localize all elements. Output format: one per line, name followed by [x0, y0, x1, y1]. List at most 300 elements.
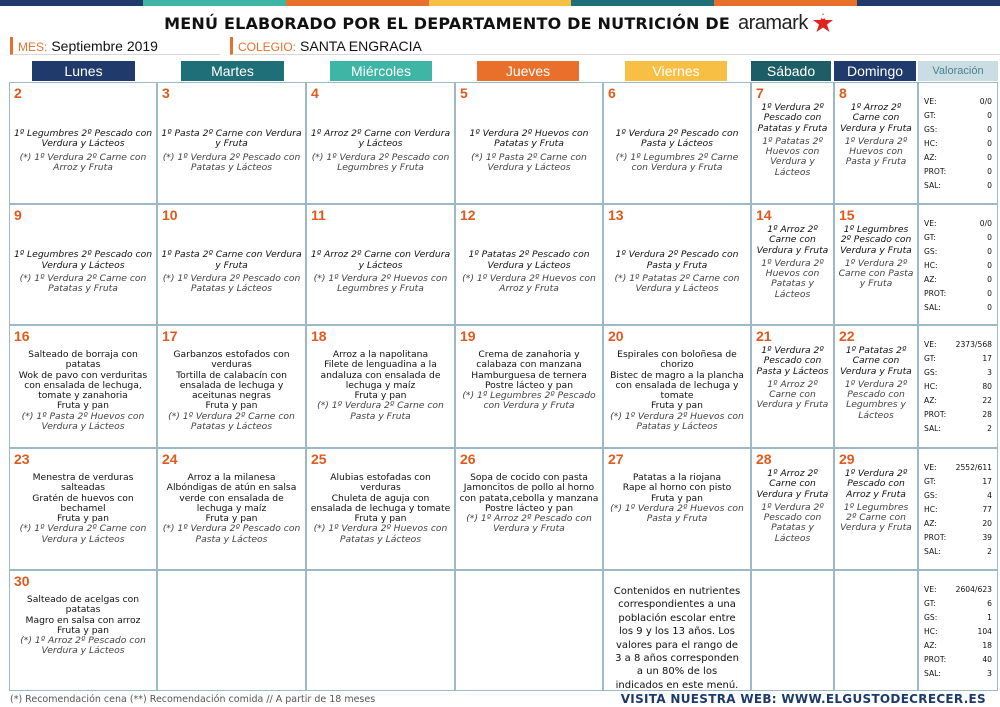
nutrient-row — [924, 153, 992, 167]
menu-content — [607, 350, 747, 445]
nutrient-label: GS: — [924, 247, 938, 256]
day-number: 15 — [839, 207, 855, 223]
nutrient-value: 104 — [977, 627, 992, 636]
lunch-menu: 1º Patatas 2º Pescado con Verdura y Lácteos — [468, 249, 590, 271]
nutrient-row — [924, 585, 992, 599]
nutrient-value: 2 — [987, 424, 992, 433]
dish-line: Postre lácteo y pan — [484, 379, 574, 391]
day-cell — [455, 325, 603, 448]
menu-content — [13, 473, 153, 567]
nutrient-label: HC: — [924, 139, 938, 148]
nutrient-row — [924, 382, 992, 396]
nutrient-value: 0 — [987, 139, 992, 148]
day-header-viernes: Viernes — [625, 61, 727, 81]
dinner-recommendation: 1º Patatas 2º Huevos con Verdura y Lácteos — [762, 135, 823, 178]
nutrient-value: 17 — [982, 354, 992, 363]
dish-line: Postre lácteo y pan — [484, 502, 574, 514]
nutrient-label: GT: — [924, 477, 936, 486]
day-number: 16 — [14, 328, 30, 344]
nutrition-values — [918, 204, 998, 325]
day-cell — [157, 204, 306, 325]
day-number: 7 — [756, 85, 764, 101]
menu-content — [755, 103, 830, 201]
day-number: 11 — [311, 207, 326, 223]
day-number: 24 — [162, 451, 178, 467]
day-header-lunes: Lunes — [32, 61, 135, 81]
day-cell — [9, 82, 157, 204]
nutrient-label: AZ: — [924, 396, 937, 405]
day-cell — [834, 325, 918, 448]
top-strip-segment — [286, 0, 429, 6]
page-title: MENÚ ELABORADO POR EL DEPARTAMENTO DE NUTRICIÓN DE — [164, 13, 730, 33]
dinner-recommendation: 1º Verdura 2º Huevos con Pasta y Fruta — [844, 135, 908, 168]
dinner-recommendation: (*) 1º Pasta 2º Carne con Verdura y Lácteos — [471, 151, 587, 173]
dish-line: Crema de zanahoria y calabaza con manzana — [476, 349, 582, 371]
nutrient-label: HC: — [924, 382, 938, 391]
day-header-domingo: Domingo — [834, 61, 916, 81]
top-color-strip — [0, 0, 1000, 6]
nutrient-row — [924, 111, 992, 125]
nutrient-label: GS: — [924, 491, 938, 500]
dish-line: Rape al horno con pisto — [622, 482, 732, 494]
dish-line: Fruta y pan — [354, 513, 407, 525]
day-cell — [751, 204, 834, 325]
nutrient-label: PROT: — [924, 533, 947, 542]
nutrient-row — [924, 533, 992, 547]
nutrient-label: GS: — [924, 125, 938, 134]
dinner-recommendation: (*) 1º Verdura 2º Huevos con Arroz y Fruta — [462, 273, 596, 295]
dinner-recommendation: 1º Verdura 2º Pescado con Patatas y Lácteos — [761, 501, 824, 544]
dinner-recommendation: 1º Arroz 2º Carne con Verdura y Fruta — [756, 378, 829, 411]
nutrient-label: VE: — [924, 585, 937, 594]
menu-content — [13, 350, 153, 445]
nutrient-label: VE: — [924, 219, 937, 228]
day-cell — [834, 204, 918, 325]
day-number: 27 — [608, 451, 624, 467]
dish-line: Arroz a la napolitana — [332, 349, 429, 360]
menu-content — [459, 350, 599, 445]
day-cell — [157, 82, 306, 204]
nutrient-row — [924, 410, 992, 424]
dish-line: Sopa de cocido con pasta — [470, 472, 588, 483]
day-number: 25 — [311, 451, 327, 467]
day-cell — [9, 570, 157, 691]
nutrient-row — [924, 181, 992, 195]
day-number: 9 — [14, 207, 22, 223]
day-header-sabado: Sábado — [751, 61, 831, 81]
day-cell — [306, 204, 455, 325]
dinner-recommendation: (*) 1º Verdura 2º Huevos con Pasta y Fruta — [610, 502, 744, 525]
day-number: 22 — [839, 328, 855, 344]
nutrient-value: 2604/623 — [955, 585, 992, 594]
menu-content — [838, 103, 914, 201]
menu-content — [13, 595, 153, 688]
menu-content — [310, 101, 451, 201]
dish-line: Jamoncitos de pollo al horno con patata,cebolla y manzana — [459, 482, 599, 504]
lunch-menu: 1º Verdura 2º Pescado con Pasta y Fruta — [615, 249, 739, 271]
nutrient-label: GS: — [924, 368, 938, 377]
nutrition-values — [918, 448, 998, 570]
dinner-recommendation: 1º Verdura 2º Carne con Pasta y Fruta — [838, 257, 914, 290]
website-link[interactable]: VISITA NUESTRA WEB: WWW.ELGUSTODECRECER.ES — [620, 692, 986, 706]
nutrient-row — [924, 641, 992, 655]
dish-line: Fruta y pan — [650, 492, 703, 504]
day-number: 5 — [460, 85, 468, 101]
brand-name: aramark — [737, 11, 808, 34]
day-number: 2 — [14, 85, 22, 101]
menu-content — [838, 469, 914, 567]
menu-content — [13, 223, 153, 322]
day-cell — [157, 448, 306, 570]
nutrient-row — [924, 340, 992, 354]
day-cell — [751, 325, 834, 448]
day-cell — [834, 82, 918, 204]
dinner-recommendation: (*) 1º Verdura 2º Pescado con Legumbres y Fruta — [311, 151, 450, 173]
lunch-menu: 1º Legumbres 2º Pescado con Verdura y Lácteos — [13, 249, 153, 271]
lunch-menu: 1º Arroz 2º Carne con Verdura y Fruta — [840, 102, 912, 134]
nutrient-value: 0 — [987, 261, 992, 270]
day-cell — [834, 448, 918, 570]
school-field — [230, 37, 1000, 55]
day-number: 20 — [608, 328, 624, 344]
dish-line: Fruta y pan — [56, 400, 109, 412]
nutrient-row — [924, 519, 992, 533]
nutrient-value: 22 — [982, 396, 992, 405]
nutrient-row — [924, 396, 992, 410]
day-number: 10 — [162, 207, 178, 223]
dish-line: Fruta y pan — [205, 400, 258, 412]
footer-note: (*) Recomendación cena (**) Recomendación comida // A partir de 18 meses — [10, 694, 376, 705]
menu-content — [755, 346, 830, 445]
dinner-recommendation: (*) 1º Verdura 2º Carne con Arroz y Fruta — [19, 151, 147, 173]
nutrient-label: SAL: — [924, 547, 941, 556]
dish-line: Salteado de acelgas con patatas — [26, 594, 140, 616]
lunch-menu: 1º Pasta 2º Carne con Verdura y Fruta — [161, 127, 302, 150]
nutrient-value: 77 — [982, 505, 992, 514]
nutrient-value: 0 — [987, 153, 992, 162]
dish-line: Wok de pavo con verduritas con ensalada de lechuga, tomate y zanahoria — [18, 369, 148, 402]
day-number: 14 — [756, 207, 772, 223]
dish-line: Menestra de verduras salteadas — [32, 472, 134, 494]
nutrient-label: GS: — [924, 613, 938, 622]
school-label: COLEGIO: — [238, 40, 297, 54]
day-number: 18 — [311, 328, 327, 344]
nutrient-row — [924, 613, 992, 627]
school-value: SANTA ENGRACIA — [300, 38, 422, 54]
menu-content — [838, 225, 914, 322]
day-cell — [834, 570, 918, 691]
nutrient-label: HC: — [924, 261, 938, 270]
nutrient-label: VE: — [924, 340, 937, 349]
menu-content — [607, 473, 747, 567]
day-cell — [306, 82, 455, 204]
nutrient-label: GT: — [924, 233, 936, 242]
nutrient-value: 0 — [987, 111, 992, 120]
nutrition-values — [918, 570, 998, 691]
lunch-menu: 1º Arroz 2º Carne con Verdura y Fruta — [756, 468, 829, 500]
menu-content — [310, 473, 451, 567]
nutrient-label: SAL: — [924, 424, 941, 433]
dinner-recommendation: (*) 1º Verdura 2º Carne con Patatas y Fruta — [19, 273, 147, 295]
day-header-miercoles: Miércoles — [330, 61, 432, 81]
nutrient-value: 0 — [987, 125, 992, 134]
nutrient-value: 0 — [987, 289, 992, 298]
menu-content — [459, 101, 599, 201]
day-number: 8 — [839, 85, 847, 101]
day-cell — [603, 570, 751, 691]
nutrient-row — [924, 139, 992, 153]
top-strip-segment — [571, 0, 714, 6]
dish-line: Magro en salsa con arroz — [25, 614, 141, 626]
dish-line: Espirales con boloñesa de chorizo — [617, 349, 737, 371]
valoracion-header: Valoración — [918, 61, 998, 81]
dinner-recommendation: (*) 1º Arroz 2º Pescado con Verdura y Lácteos — [20, 635, 146, 657]
nutrient-value: 28 — [982, 410, 992, 419]
day-number: 17 — [162, 328, 178, 344]
day-number: 28 — [756, 451, 772, 467]
lunch-menu: 1º Arroz 2º Carne con Verdura y Fruta — [756, 224, 829, 256]
nutrition-values — [918, 82, 998, 204]
dish-line: Salteado de borraja con patatas — [28, 349, 138, 371]
day-cell — [157, 570, 306, 691]
menu-content — [607, 101, 747, 201]
dinner-recommendation: (*) 1º Verdura 2º Carne con Patatas y Lácteos — [168, 410, 295, 433]
nutrient-row — [924, 368, 992, 382]
nutrient-row — [924, 97, 992, 111]
nutrient-label: AZ: — [924, 641, 937, 650]
day-cell — [9, 204, 157, 325]
nutrient-label: AZ: — [924, 275, 937, 284]
nutrient-value: 1 — [987, 613, 992, 622]
dish-line: Bistec de magro a la plancha con ensalada de lechuga y tomate — [610, 369, 744, 402]
nutrient-row — [924, 233, 992, 247]
nutrient-value: 18 — [982, 641, 992, 650]
lunch-menu: 1º Patatas 2º Carne con Verdura y Fruta — [840, 345, 912, 377]
day-cell — [306, 448, 455, 570]
nutrient-value: 40 — [982, 655, 992, 664]
nutrient-row — [924, 289, 992, 303]
menu-content — [459, 473, 599, 567]
menu-content — [310, 350, 451, 445]
day-number: 6 — [608, 85, 616, 101]
month-field — [10, 37, 220, 55]
lunch-menu: 1º Verdura 2º Pescado con Pasta y Lácteos — [756, 345, 829, 377]
nutrient-value: 3 — [987, 669, 992, 678]
lunch-menu: 1º Verdura 2º Huevos con Patatas y Fruta — [469, 127, 589, 150]
day-cell — [751, 82, 834, 204]
month-label: MES: — [18, 40, 48, 54]
nutrient-value: 39 — [982, 533, 992, 542]
nutrient-value: 0 — [987, 247, 992, 256]
lunch-menu: 1º Verdura 2º Pescado con Patatas y Fruta — [757, 102, 828, 134]
nutrient-label: AZ: — [924, 519, 937, 528]
nutrient-label: HC: — [924, 505, 938, 514]
menu-content — [161, 223, 302, 322]
day-number: 30 — [14, 573, 30, 589]
day-cell — [455, 204, 603, 325]
nutrient-row — [924, 275, 992, 289]
menu-content — [310, 223, 451, 322]
menu-content — [755, 225, 830, 322]
day-cell — [751, 448, 834, 570]
brand-logo — [738, 12, 836, 35]
nutrient-row — [924, 125, 992, 139]
nutrient-row — [924, 655, 992, 669]
dish-line: Alubias estofadas con verduras — [330, 472, 431, 494]
nutrient-row — [924, 247, 992, 261]
nutrient-label: PROT: — [924, 289, 947, 298]
nutrient-row — [924, 505, 992, 519]
nutrient-label: HC: — [924, 627, 938, 636]
day-cell — [306, 325, 455, 448]
lunch-menu: 1º Legumbres 2º Pescado con Verdura y Lácteos — [13, 127, 153, 150]
nutrient-row — [924, 477, 992, 491]
dinner-recommendation: (*) 1º Verdura 2º Carne con Verdura y Lácteos — [19, 523, 147, 545]
nutrient-value: 3 — [987, 368, 992, 377]
nutrient-row — [924, 219, 992, 233]
nutrient-row — [924, 463, 992, 477]
nutrient-row — [924, 491, 992, 505]
day-header-martes: Martes — [181, 61, 284, 81]
nutrient-value: 0/0 — [979, 219, 992, 228]
aramark-star-icon — [810, 12, 836, 34]
day-cell — [157, 325, 306, 448]
menu-content — [161, 350, 302, 445]
top-strip-segment — [857, 0, 1000, 6]
nutrient-value: 6 — [987, 599, 992, 608]
dish-line: Fruta y pan — [56, 624, 109, 636]
nutrient-label: VE: — [924, 463, 937, 472]
day-number: 4 — [311, 85, 319, 101]
nutrient-row — [924, 354, 992, 368]
day-cell — [9, 325, 157, 448]
dish-line: Chuleta de aguja con ensalada de lechuga y tomate — [310, 492, 451, 514]
nutrient-label: SAL: — [924, 669, 941, 678]
nutrient-value: 0 — [987, 181, 992, 190]
nutrient-label: GT: — [924, 354, 936, 363]
nutrient-label: SAL: — [924, 303, 941, 312]
day-number: 29 — [839, 451, 855, 467]
nutrient-label: GT: — [924, 111, 936, 120]
dinner-recommendation: (*) 1º Verdura 2º Huevos con Patatas y Lácteos — [610, 410, 744, 433]
dish-line: Tortilla de calabacín con ensalada de lechuga y aceitunas negras — [176, 369, 287, 402]
dish-line: Albóndigas de atún en salsa verde con ensalada de lechuga y maíz — [166, 482, 297, 514]
day-cell — [9, 448, 157, 570]
nutrient-label: VE: — [924, 97, 937, 106]
nutrient-value: 4 — [987, 491, 992, 500]
dish-line: Fruta y pan — [205, 513, 258, 525]
nutrient-value: 0 — [987, 167, 992, 176]
menu-content — [838, 346, 914, 445]
menu-content — [13, 101, 153, 201]
nutrient-row — [924, 599, 992, 613]
nutrient-row — [924, 167, 992, 181]
day-cell — [603, 325, 751, 448]
day-number: 12 — [460, 207, 476, 223]
nutrient-value: 0/0 — [979, 97, 992, 106]
nutrient-label: GT: — [924, 599, 936, 608]
nutrient-value: 0 — [987, 303, 992, 312]
nutrient-value: 2552/611 — [955, 463, 992, 472]
day-cell — [455, 448, 603, 570]
day-cell — [306, 570, 455, 691]
lunch-menu: 1º Arroz 2º Carne con Verdura y Lácteos — [310, 249, 451, 271]
nutrient-value: 20 — [982, 519, 992, 528]
dinner-recommendation: (*) 1º Pasta 2º Huevos con Verdura y Lácteos — [21, 410, 145, 433]
nutrient-label: PROT: — [924, 655, 947, 664]
menu-content — [161, 473, 302, 567]
lunch-menu: 1º Pasta 2º Carne con Verdura y Fruta — [161, 249, 302, 271]
nutrient-label: PROT: — [924, 410, 947, 419]
nutrition-values — [918, 325, 998, 448]
dish-line: Fruta y pan — [354, 390, 407, 402]
dinner-recommendation: (*) 1º Verdura 2º Pescado con Pasta y Lácteos — [162, 523, 301, 545]
day-cell — [751, 570, 834, 691]
top-strip-segment — [429, 0, 572, 6]
nutrient-label: SAL: — [924, 181, 941, 190]
nutrient-label: AZ: — [924, 153, 937, 162]
nutrient-value: 0 — [987, 275, 992, 284]
lunch-menu: 1º Arroz 2º Carne con Verdura y Lácteos — [310, 127, 451, 150]
day-cell — [603, 204, 751, 325]
day-number: 19 — [460, 328, 476, 344]
nutrient-label: PROT: — [924, 167, 947, 176]
dinner-recommendation: (*) 1º Legumbres 2º Carne con Verdura y Fruta — [615, 151, 739, 173]
dinner-recommendation: (*) 1º Verdura 2º Pescado con Patatas y Lácteos — [162, 151, 301, 173]
day-cell — [603, 448, 751, 570]
top-strip-segment — [0, 0, 143, 6]
dish-line: Garbanzos estofados con verduras — [173, 349, 290, 371]
dinner-recommendation: (*) 1º Verdura 2º Huevos con Legumbres y Fruta — [313, 273, 448, 295]
dinner-recommendation: (*) 1º Arroz 2º Pescado con Verdura y Fruta — [466, 513, 592, 535]
day-number: 26 — [460, 451, 476, 467]
nutrient-value: 2373/568 — [955, 340, 992, 349]
nutrient-row — [924, 424, 992, 438]
day-number: 21 — [756, 328, 772, 344]
menu-content — [607, 223, 747, 322]
dish-line: Filete de lenguadina a la andaluza con ensalada de lechuga y maíz — [320, 359, 441, 391]
nutrient-row — [924, 261, 992, 275]
day-number: 23 — [14, 451, 30, 467]
menu-content — [161, 101, 302, 201]
dinner-recommendation: 1º Verdura 2º Huevos con Patatas y Lácteos — [761, 257, 824, 300]
month-value: Septiembre 2019 — [51, 38, 158, 54]
day-number: 13 — [608, 207, 624, 223]
nutrient-note: Contenidos en nutrientes correspondientes a una población escolar entre los 9 y los 13 años. Los valores para el rango de 3 a 8 años corresponden a un 80% de los indicados en este menú. — [613, 586, 741, 691]
nutrient-row — [924, 669, 992, 683]
nutrient-value: 80 — [982, 382, 992, 391]
nutrient-value: 2 — [987, 547, 992, 556]
dish-line: Fruta y pan — [650, 400, 703, 412]
dish-line: Arroz a la milanesa — [187, 472, 276, 483]
lunch-menu: 1º Legumbres 2º Pescado con Verdura y Fruta — [840, 224, 912, 256]
title-row — [0, 10, 1000, 36]
lunch-menu: 1º Verdura 2º Pescado con Arroz y Fruta — [844, 468, 908, 500]
dinner-recommendation: (*) 1º Verdura 2º Pescado con Patatas y Lácteos — [162, 273, 301, 295]
top-strip-segment — [714, 0, 857, 6]
dish-line: Fruta y pan — [56, 513, 109, 525]
dish-line: Hamburguesa de ternera — [471, 369, 587, 381]
nutrient-row — [924, 547, 992, 561]
nutrient-row — [924, 303, 992, 317]
dinner-recommendation: (*) 1º Verdura 2º Huevos con Patatas y Lácteos — [313, 523, 448, 545]
day-header-jueves: Jueves — [477, 61, 579, 81]
nutrient-value: 0 — [987, 233, 992, 242]
day-cell — [455, 82, 603, 204]
nutrient-row — [924, 627, 992, 641]
menu-calendar-grid — [9, 82, 999, 691]
dish-line: Gratén de huevos con bechamel — [32, 492, 134, 514]
